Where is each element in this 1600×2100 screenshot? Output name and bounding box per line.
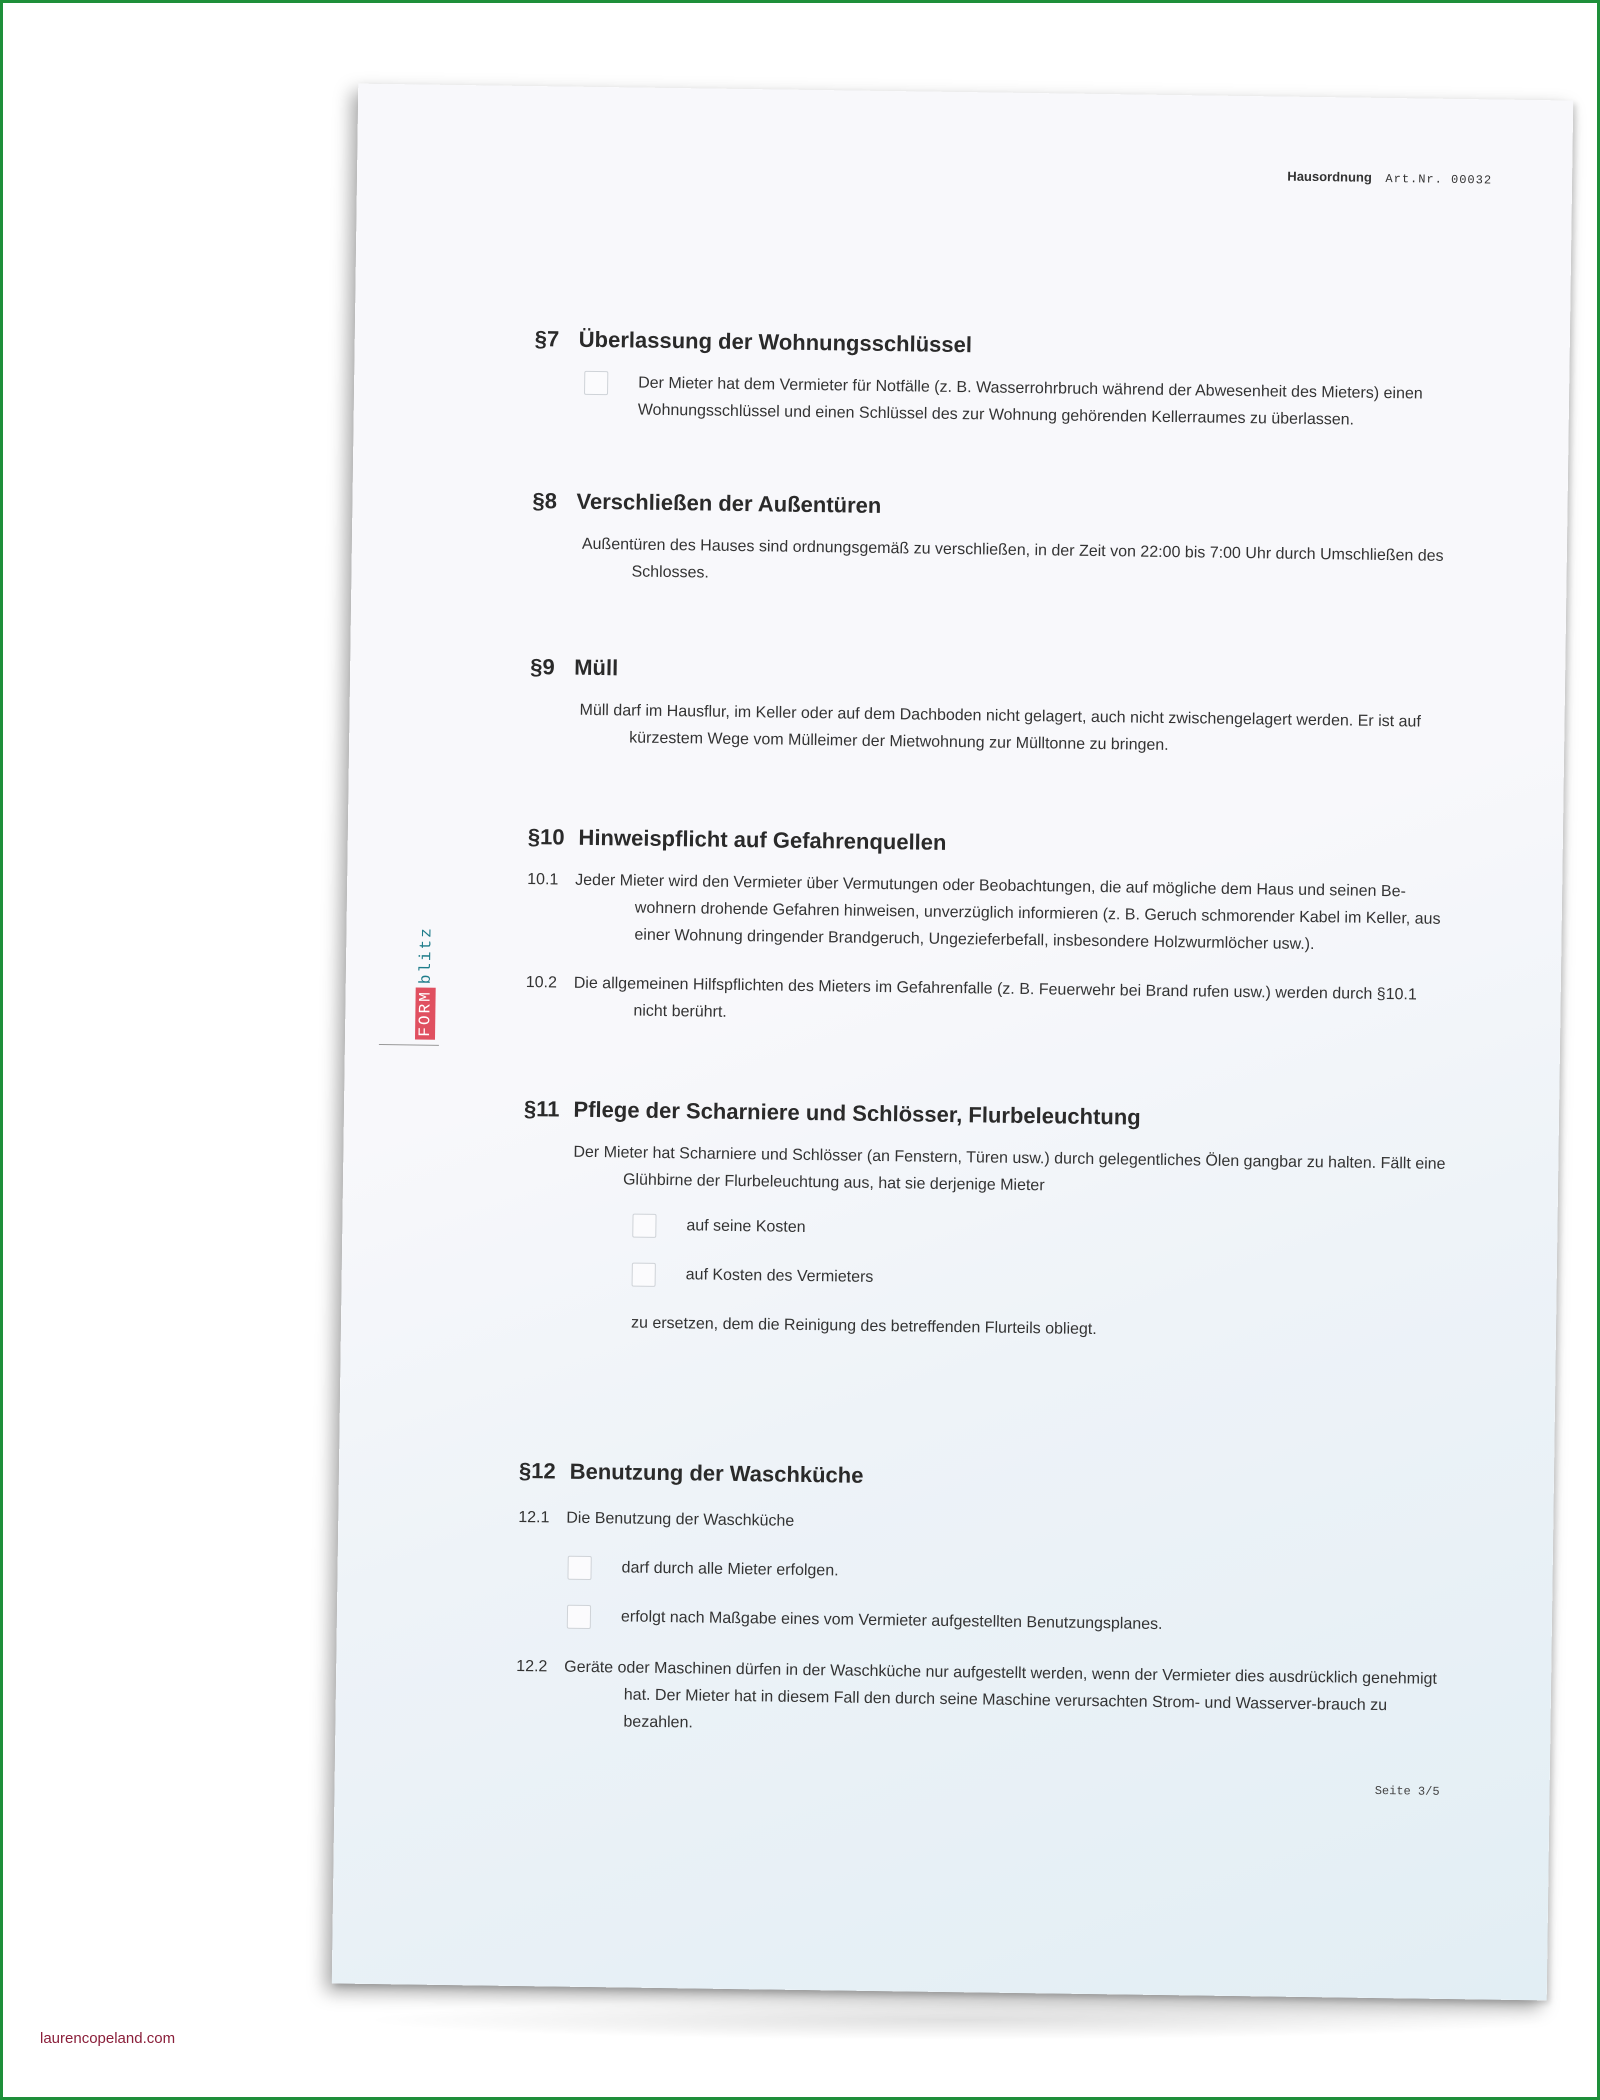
option-label: darf durch alle Mieter erfolgen. xyxy=(621,1559,839,1580)
document-title: Hausordnung xyxy=(1287,168,1372,185)
checkbox[interactable] xyxy=(584,371,608,395)
section-heading xyxy=(535,326,1460,365)
section-heading xyxy=(530,654,1455,693)
option-row xyxy=(632,1261,1447,1299)
item-number: 10.1 xyxy=(527,871,559,889)
logo-form: FORM xyxy=(415,987,436,1040)
section-text: Müll darf im Hausflur, im Keller oder auf dem Dachboden nicht gelagert, auch nicht zwischengelagert werden. Er ist auf kürzestem Wege vom Mülleimer der Mietwohnung zur Mülltonne zu bringen. xyxy=(579,701,1421,754)
section-9 xyxy=(529,654,1455,763)
section-number: §11 xyxy=(523,1096,560,1122)
option-row xyxy=(567,1554,1442,1593)
item-number: 12.1 xyxy=(518,1508,550,1527)
section-heading xyxy=(524,1096,1449,1135)
section-heading xyxy=(519,1458,1444,1497)
section-title: Benutzung der Waschküche xyxy=(569,1458,864,1488)
numbered-item xyxy=(518,1504,1443,1544)
section-text: Der Mieter hat dem Vermieter für Notfälle (z. B. Wasserrohrbruch während der Abwesenheit des Mieters) einen Wohnungsschlüssel und einen Schlüssel des zur Wohnung gehörenden Kellerraumes zu überlassen. xyxy=(637,374,1423,429)
item-number: 12.2 xyxy=(516,1657,548,1676)
brand-divider xyxy=(379,1044,439,1046)
checkbox[interactable] xyxy=(567,1556,591,1580)
section-heading xyxy=(532,488,1457,527)
item-text: Geräte oder Maschinen dürfen in der Waschküche nur aufgestellt werden, wenn der Vermieter dies ausdrücklich genehmigt hat. Der Mieter hat in diesem Fall den durch seine Maschine verursachten Strom- und Wasserver-brauch zu bezahlen. xyxy=(564,1658,1438,1732)
article-number: Art.Nr. 00032 xyxy=(1385,171,1493,188)
section-title: Hinweispflicht auf Gefahrenquellen xyxy=(578,824,947,855)
section-11 xyxy=(521,1096,1449,1348)
section-number: §8 xyxy=(532,488,558,514)
section-number: §9 xyxy=(530,654,555,680)
section-10 xyxy=(525,824,1453,1036)
item-number: 10.2 xyxy=(525,974,558,992)
document-page xyxy=(332,84,1573,2001)
section-heading xyxy=(528,824,1453,863)
section-7 xyxy=(534,326,1460,435)
checkbox-row xyxy=(584,369,1460,435)
section-title: Überlassung der Wohnungsschlüssel xyxy=(578,326,973,358)
section-title: Pflege der Scharniere und Schlösser, Flurbeleuchtung xyxy=(573,1096,1141,1130)
section-title: Verschließen der Außentüren xyxy=(576,488,882,518)
section-title: Müll xyxy=(574,654,619,681)
formblitz-logo xyxy=(415,923,437,1040)
section-number: §12 xyxy=(518,1457,556,1484)
item-text: Die allgemeinen Hilfspflichten des Mieters im Gefahrenfalle (z. B. Feuerwehr bei Brand rufen usw.) werden durch §10.1 nicht berührt. xyxy=(573,974,1417,1021)
numbered-item xyxy=(525,969,1451,1036)
section-12 xyxy=(515,1458,1444,1747)
section-text: Der Mieter hat Scharniere und Schlösser (an Fenstern, Türen usw.) durch gelegentliches Ölen gangbar zu halten. Fällt eine Glühbirne der Flurbeleuchtung aus, hat sie derjenige Mieter xyxy=(573,1143,1446,1195)
page-number: Seite 3/5 xyxy=(1374,1783,1440,1799)
numbered-item xyxy=(526,866,1452,960)
section-8 xyxy=(531,488,1457,597)
numbered-item xyxy=(515,1653,1441,1747)
page-shadow xyxy=(360,2000,1560,2040)
section-number: §7 xyxy=(534,326,560,352)
item-text: Jeder Mieter wird den Vermieter über Vermutungen oder Beobachtungen, die auf mögliche dem Haus und seinen Be-wohnern drohende Gefahren hinweisen, unverzüglich informieren (z. B. Geruch schmorender Kabel im Keller, aus einer Wohnung dringender Brandgeruch, Ungezieferbefall, insbesondere Holzwurmlöcher usw.). xyxy=(575,871,1441,954)
option-label: auf seine Kosten xyxy=(686,1217,806,1236)
option-row xyxy=(632,1212,1447,1250)
watermark: laurencopeland.com xyxy=(40,2030,176,2047)
section-text-after: zu ersetzen, dem die Reinigung des betreffenden Flurteils obliegt. xyxy=(630,1314,1097,1339)
checkbox[interactable] xyxy=(632,1263,656,1287)
option-label: auf Kosten des Vermieters xyxy=(685,1266,874,1286)
checkbox[interactable] xyxy=(632,1214,656,1238)
section-number: §10 xyxy=(527,824,565,850)
checkbox[interactable] xyxy=(567,1605,591,1629)
page-header xyxy=(1287,169,1492,188)
option-label: erfolgt nach Maßgabe eines vom Vermieter aufgestellten Benutzungsplanes. xyxy=(620,1608,1163,1633)
logo-blitz: blitz xyxy=(416,926,436,985)
option-row xyxy=(567,1603,1442,1642)
item-text: Die Benutzung der Waschküche xyxy=(566,1509,795,1530)
section-text: Außentüren des Hauses sind ordnungsgemäß zu verschließen, in der Zeit von 22:00 bis 7:00 Uhr durch Umschließen des Schlosses. xyxy=(581,535,1444,582)
